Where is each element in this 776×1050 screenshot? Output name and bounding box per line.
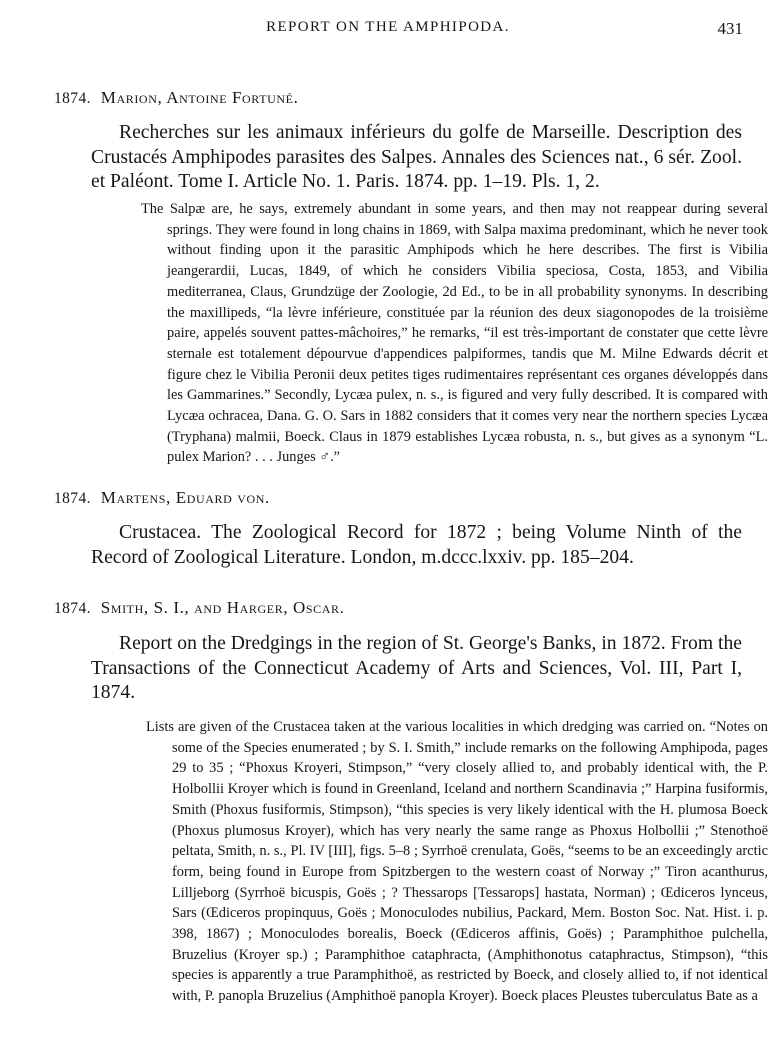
citation-text: Report on the Dredgings in the region of St. George's Banks, in 1872. From the Transactions of the Connecticut Academy of Arts and Sciences, Vol. III, Part I, 1874. [91,633,742,703]
entry-heading [54,598,345,618]
entry-abstract [141,199,768,468]
entry-citation [91,121,742,195]
entry-citation [91,521,742,570]
running-head [0,19,776,45]
citation-text: Crustacea. The Zoological Record for 1872 ; being Volume Ninth of the Record of Zoological Literature. London, m.dccc.lxxiv. pp. 185–204. [91,522,742,568]
abstract-text: The Salpæ are, he says, extremely abundant in some years, and then may not reappear during several springs. They were found in long chains in 1869, with Salpa maxima predominant, which he never took without finding upon it the parasitic Amphipods which he here describes. The first is Vibilia jeangerardii, Lucas, 1849, of which he considers Vibilia speciosa, Costa, 1853, and Vibilia mediterranea, Claus, Grundzüge der Zoologie, 2d Ed., to be in all probability synonyms. In describing the maxillipeds, “la lèvre inférieure, constituée par la réunion des deux siagonopodes de la troisième paire, appelés souvent pattes-mâchoires,” he remarks, “il est très-important de constater que cette lèvre sternale est totalement dépourvue d'appendices palpiformes, tandis que M. Milne Edwards décrit et figure chez le Vibilia Peronii deux petites tiges rudimentaires représentant ces organes développés dans les Gammarines.” Secondly, Lycæa pulex, n. s., is figured and very fully described. It is compared with Lycæa ochracea, Dana. G. O. Sars in 1882 considers that it comes very near the northern species Lycæa (Tryphana) malmii, Boeck. Claus in 1879 establishes Lycæa robusta, n. s., but gives as a synonym “L. pulex Marion? . . . Junges ♂.” [141,201,768,466]
entry-year: 1874. [54,90,91,107]
entry-author: Smith, S. I., and Harger, Oscar. [100,598,345,617]
entry-year: 1874. [54,600,91,617]
entry-year: 1874. [54,490,91,507]
entry-author: Marion, Antoine Fortuné. [100,88,299,107]
entry-heading [54,488,270,508]
abstract-text: Lists are given of the Crustacea taken at the various localities in which dredging was carried on. “Notes on some of the Species enumerated ; by S. I. Smith,” include remarks on the following Amphipoda, pages 29 to 35 ; “Phoxus Kroyeri, Stimpson,” “very closely allied to, and probably identical with, the P. Holbollii Kroyer which is found in Greenland, Iceland and northern Scandinavia ;” Harpina fusiformis, Smith (Phoxus fusiformis, Stimpson), “this species is very likely identical with the H. plumosa Boeck (Phoxus plumosus Kroyer), which has very nearly the same range as Phoxus Holbollii ;” Stenothoë peltata, Smith, n. s., Pl. IV [III], figs. 5–8 ; Syrrhoë crenulata, Goës, “seems to be an exceedingly arctic form, being found in Europe from Spitzbergen to the western coast of Norway ;” Tiron acanthurus, Lilljeborg (Syrrhoë bicuspis, Goës ; ? Thessarops [Tessarops] hastata, Norman) ; Œdiceros lynceus, Sars (Œdiceros propinquus, Goës ; Monoculodes nubilius, Packard, Mem. Boston Soc. Nat. Hist. i. p. 398, 1867) ; Monoculodes borealis, Boeck (Œdiceros affinis, Goës) ; Paramphithoe pulchella, Bruzelius (Kroyer sp.) ; Paramphithoe cataphracta, (Amphithonotus cataphractus, Stimpson), “this species is apparently a true Paramphithoë, as restricted by Boeck, and closely allied to, if not identical with, P. panopla Bruzelius (Amphithoë panopla Kroyer). Boeck places Pleustes tuberculatus Bate as a [146,719,768,1005]
citation-text: Recherches sur les animaux inférieurs du golfe de Marseille. Description des Crustacés Amphipodes parasites des Salpes. Annales des Sciences nat., 6 sér. Zool. et Paléont. Tome I. Article No. 1. Paris. 1874. pp. 1–19. Pls. 1, 2. [91,122,742,192]
entry-abstract [146,717,768,1007]
entry-author: Martens, Eduard von. [100,488,270,507]
entry-heading [54,88,298,108]
page-number: 431 [717,19,743,38]
entry-citation [91,632,742,706]
running-title: REPORT ON THE AMPHIPODA. [266,19,510,35]
